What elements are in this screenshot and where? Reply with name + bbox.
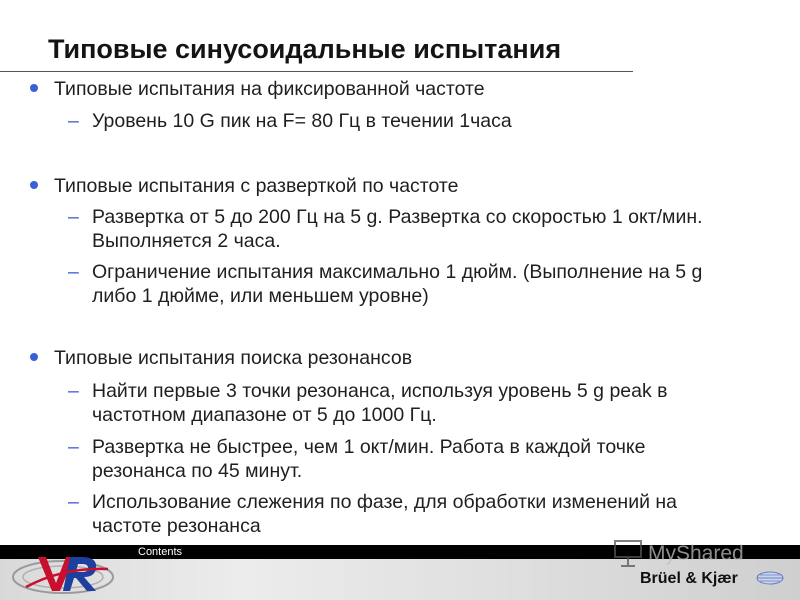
bullet-dot xyxy=(30,181,38,189)
subitem-limit-line2: либо 1 дюйме, или меньшем уровне) xyxy=(92,285,429,307)
brand-name: Brüel & Kjær xyxy=(640,570,738,587)
subitem-dwell-line1: Развертка не быстрее, чем 1 окт/мин. Работа в каждой точке xyxy=(92,436,646,458)
subitem-sweep-line2: Выполняется 2 часа. xyxy=(92,230,281,252)
brand-globe-icon xyxy=(756,570,784,586)
contents-link[interactable]: Contents xyxy=(138,546,183,558)
subitem-sweep-line1: Развертка от 5 до 200 Гц на 5 g. Развертка со скоростью 1 окт/мин. xyxy=(92,206,703,228)
dash-marker: – xyxy=(68,206,79,228)
bullet-dot xyxy=(30,84,38,92)
dash-marker: – xyxy=(68,436,79,458)
subitem-resonance-line1: Найти первые 3 точки резонанса, используя уровень 5 g peak в xyxy=(92,380,668,402)
vr-logo-icon xyxy=(8,547,128,599)
watermark xyxy=(612,536,762,572)
subitem-dwell-line2: резонанса по 45 минут. xyxy=(92,460,303,482)
subitem-phase-line1: Использование слежения по фазе, для обработки изменений на xyxy=(92,491,678,513)
dash-marker: – xyxy=(68,380,79,402)
bullet-frequency-sweep: Типовые испытания с разверткой по частоте xyxy=(54,175,459,197)
dash-marker: – xyxy=(68,491,79,513)
bullet-dot xyxy=(30,353,38,361)
subitem-level-10g: Уровень 10 G пик на F= 80 Гц в течении 1часа xyxy=(92,110,512,132)
dash-marker: – xyxy=(68,261,79,283)
slide-title: Типовые синусоидальные испытания xyxy=(48,34,562,64)
watermark-text: MyShared xyxy=(648,542,744,565)
presentation-icon xyxy=(612,538,644,568)
dash-marker: – xyxy=(68,110,79,132)
bullet-fixed-frequency: Типовые испытания на фиксированной частоте xyxy=(54,78,485,100)
subitem-phase-line2: частоте резонанса xyxy=(92,515,261,537)
bullet-resonance-search: Типовые испытания поиска резонансов xyxy=(54,347,413,369)
subitem-resonance-line2: частотном диапазоне от 5 до 1000 Гц. xyxy=(92,404,437,426)
title-divider xyxy=(0,71,633,72)
subitem-limit-line1: Ограничение испытания максимально 1 дюйм. (Выполнение на 5 g xyxy=(92,261,703,283)
